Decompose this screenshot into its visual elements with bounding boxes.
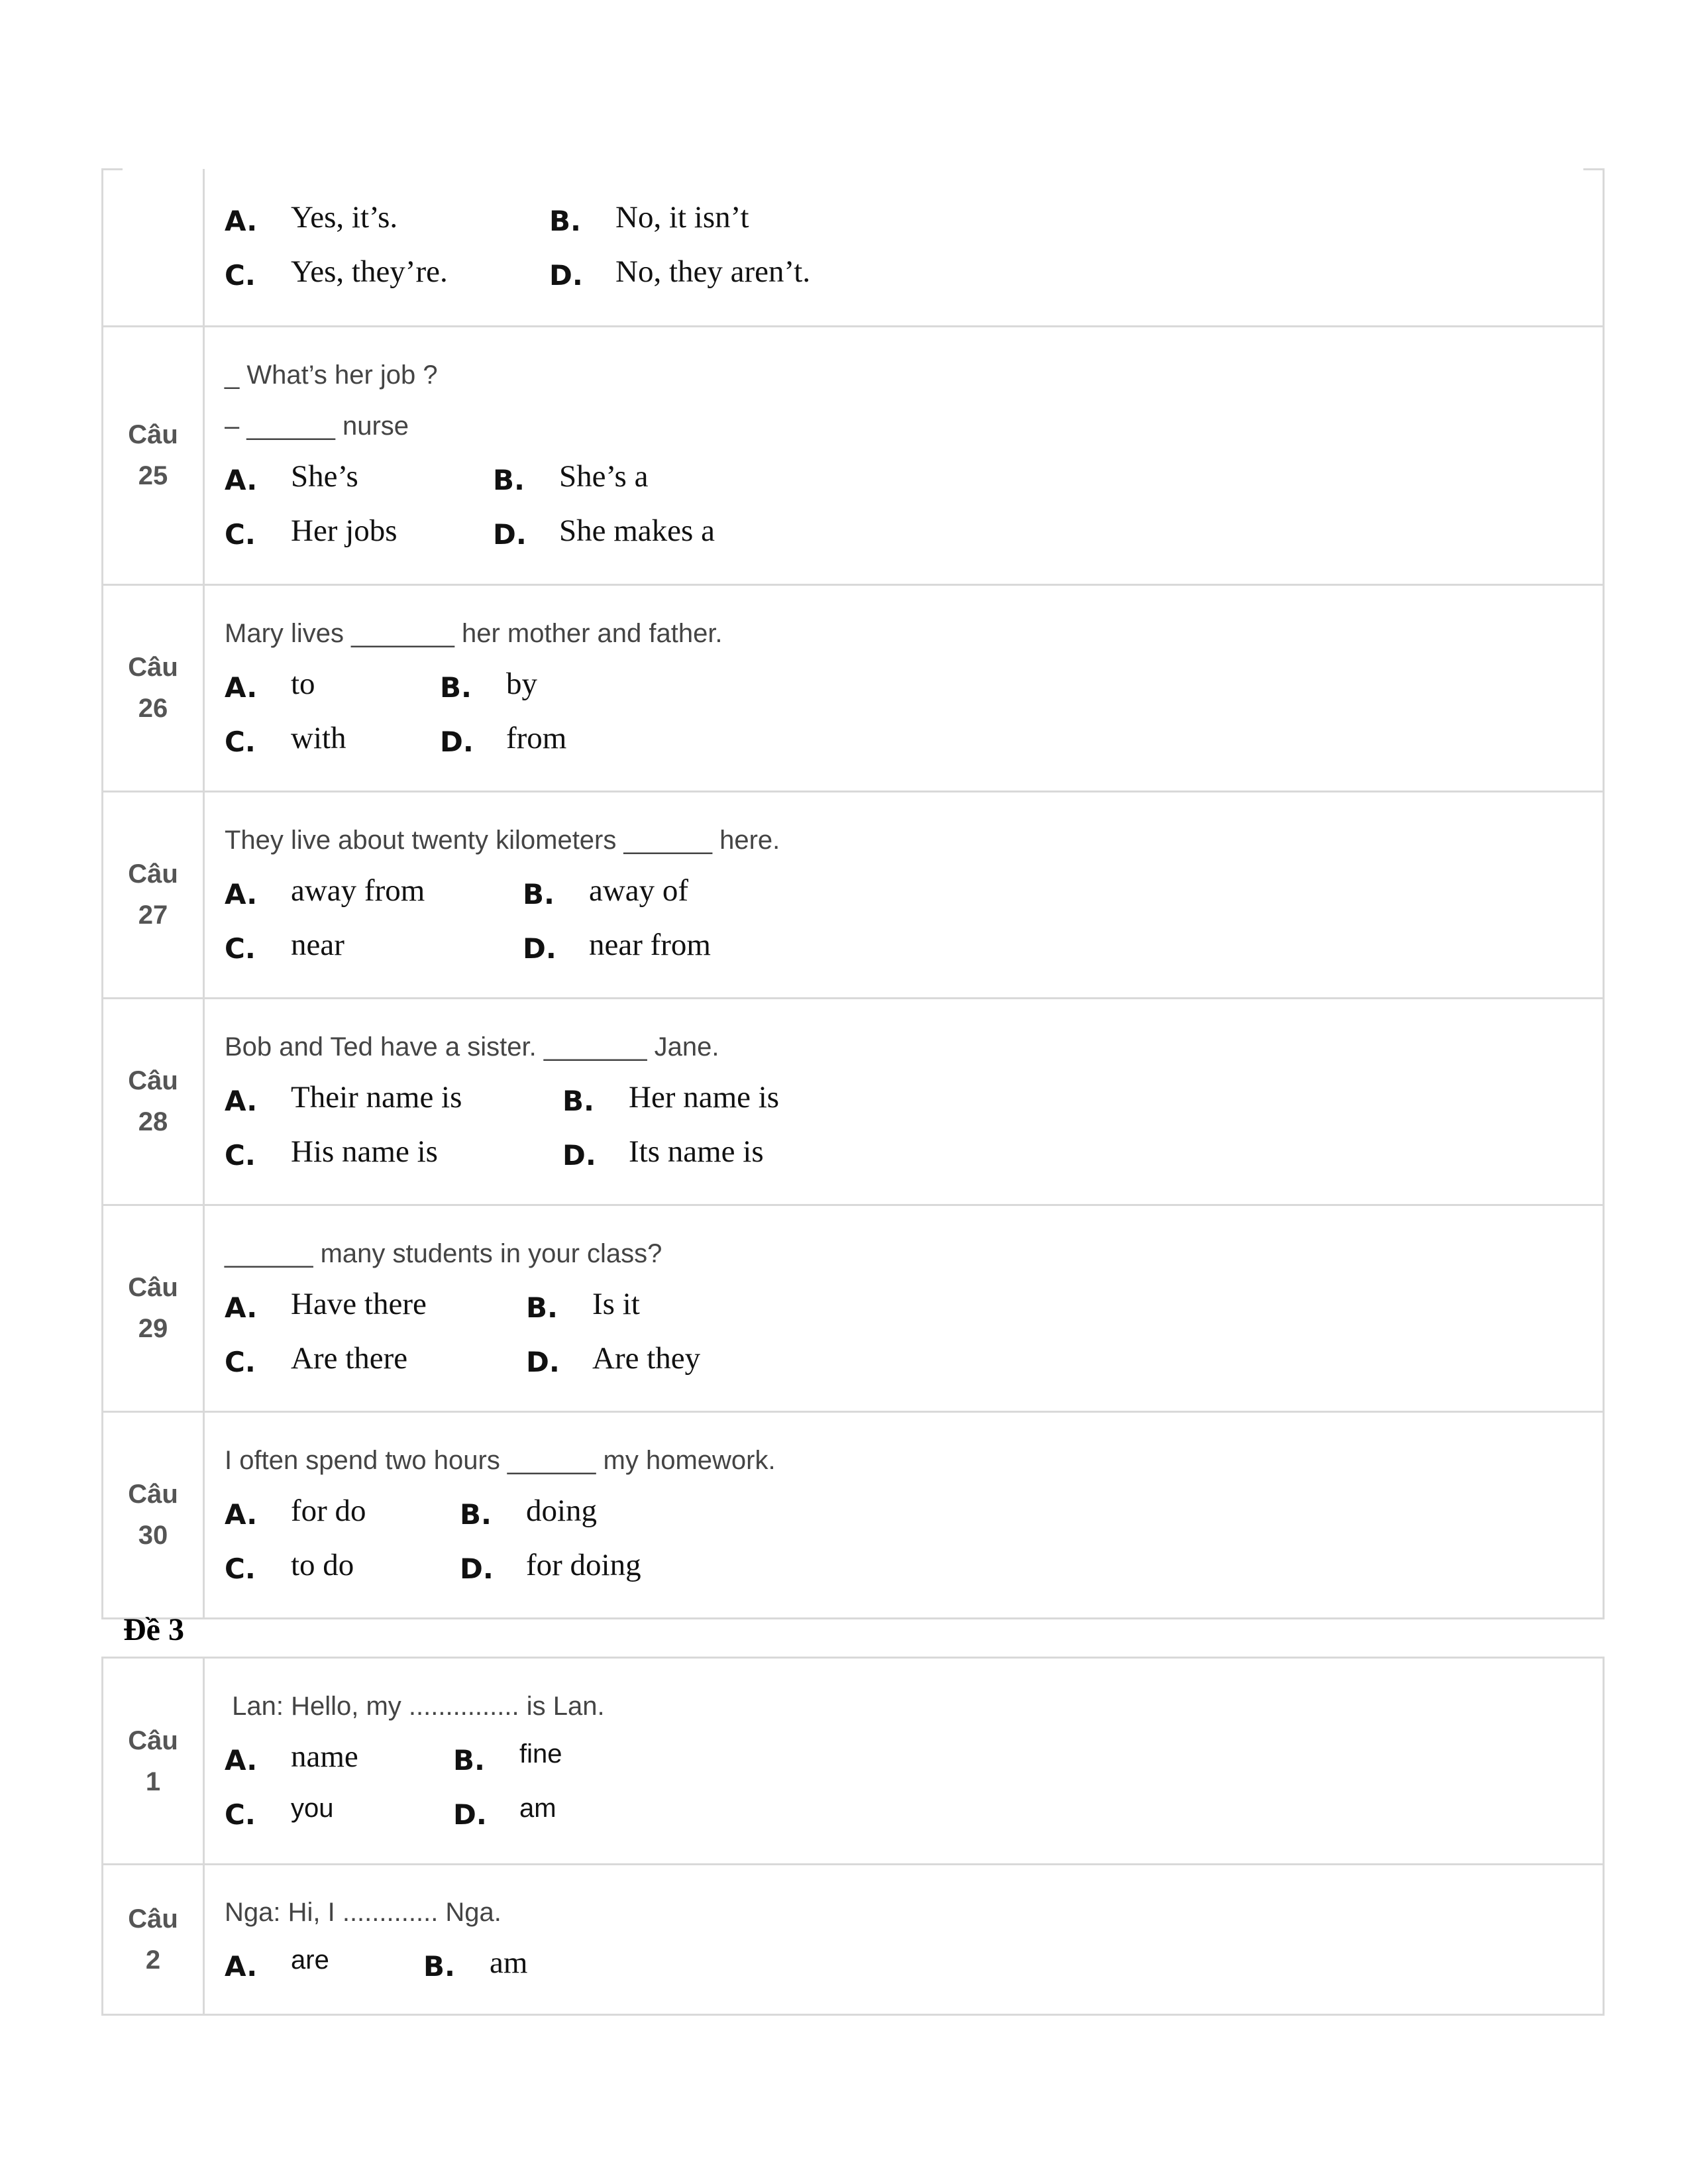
question-label: Câu (128, 859, 178, 889)
question-label: Câu (128, 1480, 178, 1509)
option-text: near (291, 927, 344, 962)
option-letter: A. (225, 1498, 258, 1531)
option-text: She makes a (559, 514, 715, 548)
question-content-cell (204, 1658, 1604, 1865)
option-text: are (291, 1945, 329, 1975)
option-letter: B. (453, 1744, 485, 1776)
question-number-cell (103, 791, 204, 998)
question-row-2 (103, 1865, 1604, 2015)
question-row-29 (103, 1205, 1604, 1411)
options-row (225, 866, 1603, 920)
options-row (225, 714, 1603, 768)
option-letter: D. (562, 1138, 596, 1172)
option-letter: A. (225, 1084, 258, 1117)
option-text: Are there (291, 1340, 408, 1376)
question-number-cell (103, 998, 204, 1205)
options-row (225, 1280, 1603, 1334)
question-table-set-3 (101, 1657, 1605, 2016)
option-letter: B. (526, 1291, 558, 1324)
question-text: _ What’s her job ? (225, 360, 438, 390)
question-text: Lan: Hello, my ............... is Lan. (225, 1692, 605, 1721)
option-text: you (291, 1794, 334, 1823)
option-text: near from (589, 927, 711, 962)
options-row (225, 659, 1603, 714)
question-number: 1 (145, 1767, 161, 1796)
options-row (225, 1786, 1603, 1841)
question-number: 28 (138, 1107, 168, 1136)
option-letter: C. (225, 1138, 256, 1172)
question-number-cell (103, 1658, 204, 1865)
question-row-continued (103, 169, 1604, 326)
option-text: Its name is (629, 1134, 764, 1169)
options-row (225, 506, 1603, 561)
option-letter: D. (523, 932, 556, 965)
option-text: She’s a (559, 459, 649, 494)
question-number: 25 (138, 461, 168, 490)
option-letter: B. (440, 671, 472, 704)
question-number-cell (103, 1205, 204, 1411)
question-table-set-2 (101, 169, 1605, 1619)
question-row-26 (103, 584, 1604, 791)
option-text: to do (291, 1547, 354, 1582)
question-content-cell (204, 998, 1604, 1205)
option-letter: C. (225, 1798, 256, 1831)
options-row (225, 1486, 1603, 1541)
option-text: Have there (291, 1286, 427, 1321)
option-text: Yes, it’s. (291, 199, 398, 235)
option-text: She’s (291, 459, 358, 494)
options-row (225, 193, 1603, 247)
options-row (225, 920, 1603, 975)
question-row-1 (103, 1658, 1604, 1865)
options-row (225, 1732, 1603, 1786)
question-label: Câu (128, 1725, 178, 1755)
option-letter: A. (225, 1744, 258, 1776)
option-letter: C. (225, 258, 256, 292)
option-text: am (519, 1794, 556, 1823)
option-letter: B. (549, 204, 581, 237)
option-text: for doing (526, 1547, 641, 1582)
options-row (225, 1073, 1603, 1127)
question-number: 29 (138, 1314, 168, 1343)
question-content-cell (204, 584, 1604, 791)
question-number-cell (103, 1411, 204, 1618)
question-number-cell (103, 169, 204, 326)
option-letter: B. (460, 1498, 492, 1531)
option-letter: B. (493, 464, 525, 496)
option-text: for do (291, 1493, 366, 1528)
question-content-cell (204, 1411, 1604, 1618)
question-text: They live about twenty kilometers ______ here. (225, 825, 780, 855)
option-text: name (291, 1739, 358, 1774)
option-letter: D. (493, 518, 527, 551)
question-text: Nga: Hi, I ............. Nga. (225, 1897, 502, 1927)
option-letter: B. (423, 1949, 455, 1983)
option-text: His name is (291, 1134, 438, 1169)
option-letter: B. (523, 877, 555, 910)
question-number-cell (103, 326, 204, 584)
question-text: Mary lives _______ her mother and father. (225, 618, 723, 648)
options-row (225, 247, 1603, 301)
option-letter: D. (526, 1345, 560, 1378)
option-letter: A. (225, 671, 258, 704)
options-row (225, 452, 1603, 506)
option-text: Yes, they’re. (291, 254, 448, 289)
option-text: Their name is (291, 1079, 462, 1115)
question-number-cell (103, 1865, 204, 2015)
question-row-25 (103, 326, 1604, 584)
option-letter: C. (225, 932, 256, 965)
option-letter: D. (460, 1552, 494, 1585)
question-content-cell (204, 1865, 1604, 2015)
option-letter: B. (562, 1084, 594, 1117)
question-number: 30 (138, 1521, 168, 1550)
option-text: No, it isn’t (615, 199, 749, 235)
options-row (225, 1541, 1603, 1595)
set-title: Đề 3 (123, 1612, 184, 1647)
option-text: from (506, 720, 567, 755)
question-content-cell (204, 326, 1604, 584)
option-text: am (490, 1945, 528, 1980)
option-text: fine (519, 1739, 562, 1769)
option-letter: D. (453, 1798, 487, 1831)
options-row (225, 1938, 1603, 1993)
question-row-28 (103, 998, 1604, 1205)
option-text: away from (291, 873, 425, 908)
option-letter: C. (225, 1552, 256, 1585)
options-row (225, 1127, 1603, 1181)
option-letter: C. (225, 1345, 256, 1378)
question-number-cell (103, 584, 204, 791)
question-label: Câu (128, 420, 178, 449)
question-number: 26 (138, 694, 168, 723)
question-label: Câu (128, 1066, 178, 1095)
question-label: Câu (128, 653, 178, 682)
option-text: Is it (592, 1286, 640, 1321)
question-number: 2 (145, 1945, 161, 1975)
question-text: ______ many students in your class? (225, 1238, 662, 1268)
option-letter: C. (225, 725, 256, 758)
question-content-cell (204, 1205, 1604, 1411)
option-text: Her jobs (291, 514, 397, 548)
option-letter: A. (225, 204, 258, 237)
option-text: No, they aren’t. (615, 254, 811, 289)
option-text: to (291, 666, 315, 701)
question-text: Bob and Ted have a sister. _______ Jane. (225, 1032, 719, 1062)
question-label: Câu (128, 1273, 178, 1302)
option-text: away of (589, 873, 689, 908)
option-letter: C. (225, 518, 256, 551)
option-text: with (291, 720, 346, 755)
option-letter: A. (225, 877, 258, 910)
question-text: – ______ nurse (225, 411, 409, 441)
option-text: doing (526, 1493, 598, 1528)
options-row (225, 1334, 1603, 1388)
option-text: by (506, 666, 537, 701)
option-letter: D. (549, 258, 583, 292)
option-text: Her name is (629, 1079, 780, 1115)
option-text: Are they (592, 1340, 701, 1376)
question-label: Câu (128, 1904, 178, 1934)
question-row-27 (103, 791, 1604, 998)
question-content-cell (204, 169, 1604, 326)
question-content-cell (204, 791, 1604, 998)
question-text: I often spend two hours ______ my homework. (225, 1445, 776, 1475)
question-row-30 (103, 1411, 1604, 1618)
option-letter: A. (225, 464, 258, 496)
question-number: 27 (138, 901, 168, 930)
option-letter: A. (225, 1291, 258, 1324)
option-letter: A. (225, 1949, 258, 1983)
option-letter: D. (440, 725, 474, 758)
